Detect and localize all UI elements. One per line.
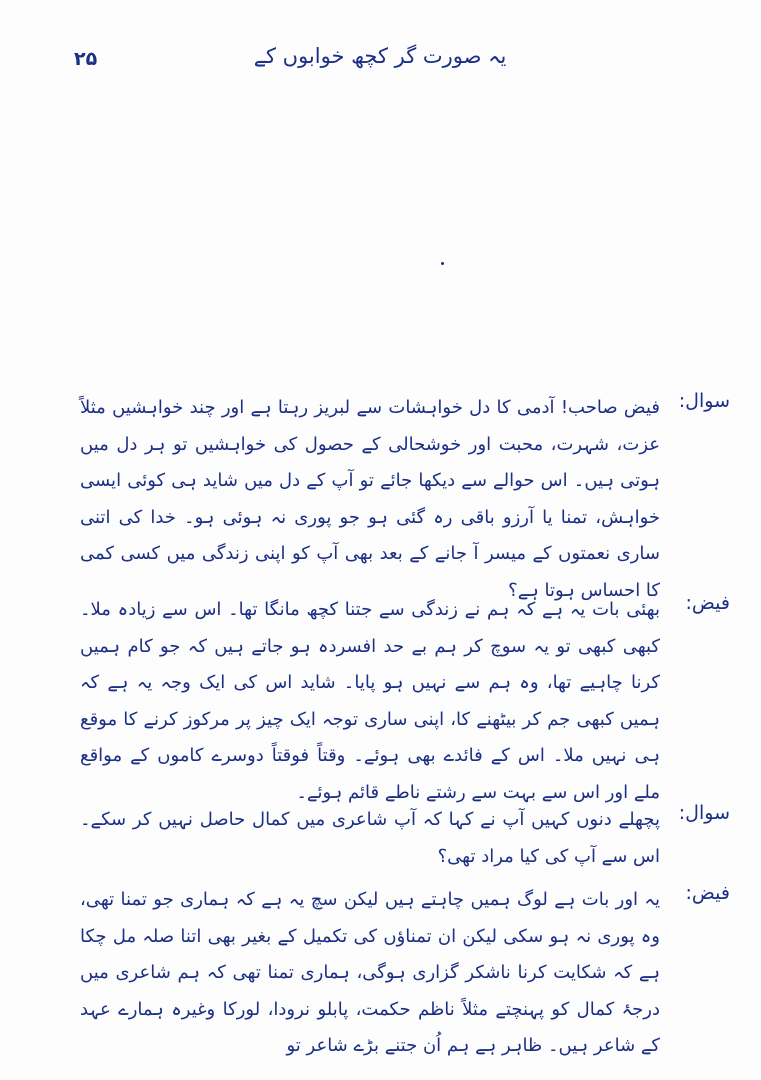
answer-block [80,592,730,803]
speaker-label-faiz: فیض: [685,882,730,904]
question-block [80,802,730,882]
question-text: فیض صاحب! آدمی کا دل خواہشات سے لبریز رہتا ہے اور چند خواہشیں مثلاً عزت، شہرت، محبت اور خوشحالی کے حصول کی خواہشیں تو ہر دل میں ہوتی ہیں۔ اس حوالے سے دیکھا جائے تو آپ کے دل میں شاید ہی کوئی ایسی خواہش، تمنا یا آرزو باقی رہ گئی ہو جو پوری نہ ہوئی ہو۔ خدا کی اتنی ساری نعمتوں کے میسر آ جانے کے بعد بھی آپ کو اپنی زندگی میں کسی کمی کا احساس ہوتا ہے؟ [80,397,660,601]
running-title: یہ صورت گر کچھ خوابوں کے [253,44,507,68]
page-number: ۲۵ [74,48,98,70]
question-block [80,390,730,601]
speaker-label-question: سوال: [678,390,730,412]
question-text: پچھلے دنوں کہیں آپ نے کہا کہ آپ شاعری میں کمال حاصل نہیں کر سکے۔ اس سے آپ کی کیا مراد تھی؟ [80,809,660,867]
speaker-label-question: سوال: [678,802,730,824]
answer-block [80,882,730,1062]
speaker-label-faiz: فیض: [685,592,730,614]
answer-text: یہ اور بات ہے لوگ ہمیں چاہتے ہیں لیکن سچ یہ ہے کہ ہماری جو تمنا تھی، وہ پوری نہ ہو سکی لیکن ان تمناؤں کی تکمیل کے بغیر بھی اتنا صلہ مل چکا ہے کہ شکایت کرنا ناشکر گزاری ہوگی، ہماری تمنا تھی کہ ہم شاعری میں درجۂ کمال کو پہنچتے مثلاً ناظم حکمت، پابلو نرودا، لورکا وغیرہ ہمارے عہد کے شاعر ہیں۔ ظاہر ہے ہم اُن جتنے بڑے شاعر تو [80,889,660,1056]
page-header [60,44,700,78]
ink-dot [441,262,444,265]
answer-text: بھئی بات یہ ہے کہ ہم نے زندگی سے جتنا کچھ مانگا تھا۔ اس سے زیادہ ملا۔ کبھی کبھی تو یہ سوچ کر ہم بے حد افسردہ ہو جاتے ہیں کہ جو کام ہمیں کرنا چاہیے تھا، وہ ہم سے نہیں ہو پایا۔ شاید اس کی ایک وجہ یہ ہے کہ ہمیں کبھی جم کر بیٹھنے کا، اپنی ساری توجہ ایک چیز پر مرکوز کرنے کا موقع ہی نہیں ملا۔ اس کے فائدے بھی ہوئے۔ وقتاً فوقتاً دوسرے کاموں کے مواقع ملے اور اس سے بہت سے رشتے ناطے قائم ہوئے۔ [80,599,660,803]
